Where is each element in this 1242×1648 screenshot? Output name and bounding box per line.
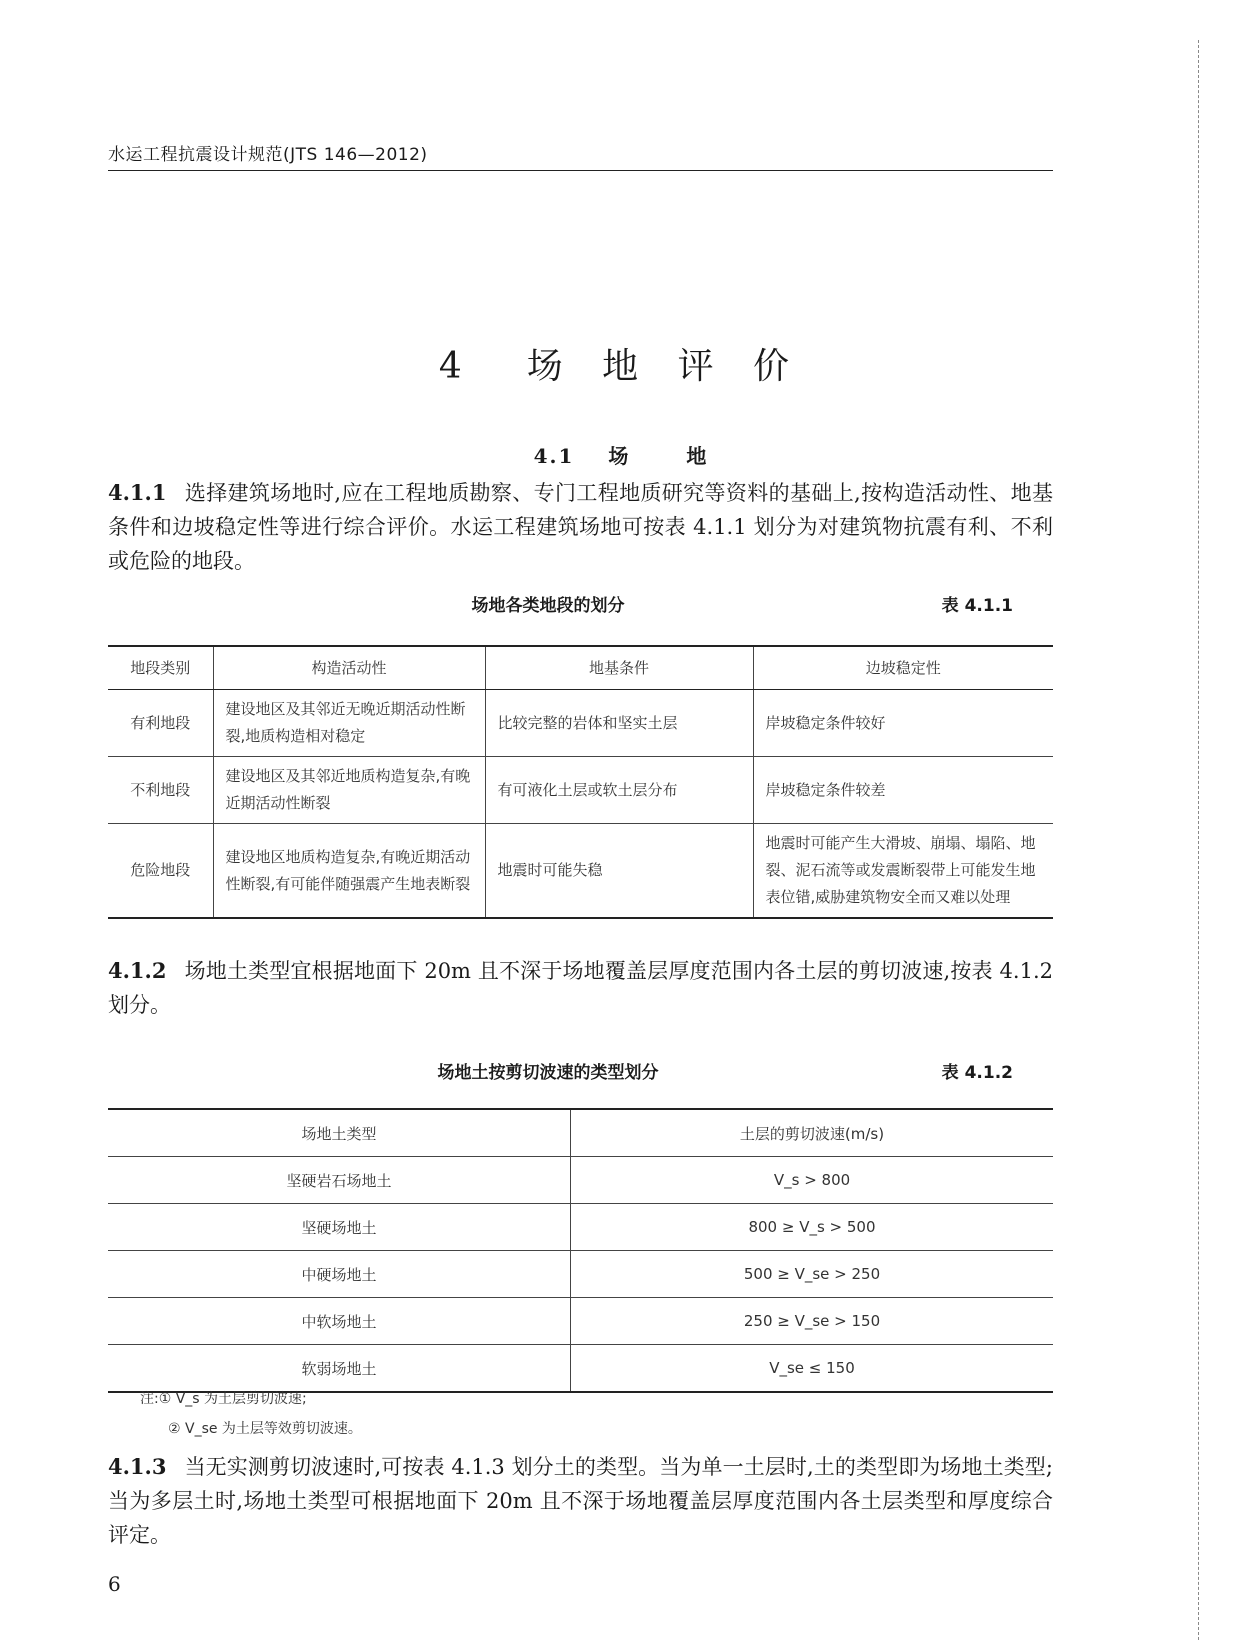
table-cell: 软弱场地土: [108, 1345, 571, 1393]
table-cell: 建设地区及其邻近无晚近期活动性断裂,地质构造相对稳定: [213, 690, 485, 757]
table-cell: 有可液化土层或软土层分布: [485, 757, 753, 824]
table-cell: 岸坡稳定条件较好: [753, 690, 1053, 757]
table-cell: 建设地区地质构造复杂,有晚近期活动性断裂,有可能伴随强震产生地表断裂: [213, 824, 485, 919]
column-header: 土层的剪切波速(m/s): [571, 1109, 1054, 1157]
table-cell: 500 ≥ V_se > 250: [571, 1251, 1054, 1298]
section-title-right: 地: [686, 444, 709, 468]
table-cell: 比较完整的岩体和坚实土层: [485, 690, 753, 757]
column-header: 构造活动性: [213, 646, 485, 690]
column-header: 场地土类型: [108, 1109, 571, 1157]
table-header-row: [108, 646, 1053, 690]
table-title: 场地各类地段的划分: [471, 596, 625, 616]
clause-text: 场地土类型宜根据地面下 20m 且不深于场地覆盖层厚度范围内各土层的剪切波速,按表 4.1.2 划分。: [108, 959, 1053, 1017]
table-cell: 800 ≥ V_s > 500: [571, 1204, 1054, 1251]
table-cell: 岸坡稳定条件较差: [753, 757, 1053, 824]
table-4-1-1: [108, 645, 1053, 919]
clause-4-1-3: [108, 1450, 1053, 1552]
table-cell: 地震时可能产生大滑坡、崩塌、塌陷、地裂、泥石流等或发震断裂带上可能发生地表位错,威胁建筑物安全而又难以处理: [753, 824, 1053, 919]
clause-text: 选择建筑场地时,应在工程地质勘察、专门工程地质研究等资料的基础上,按构造活动性、地基条件和边坡稳定性等进行综合评价。水运工程建筑场地可按表 4.1.1 划分为对建筑物抗震有利、不利或危险的地段。: [108, 481, 1053, 573]
clause-text: 当无实测剪切波速时,可按表 4.1.3 划分土的类型。当为单一土层时,土的类型即为场地土类型;当为多层土时,场地土类型可根据地面下 20m 且不深于场地覆盖层厚度范围内各土层类型和厚度综合评定。: [108, 1455, 1053, 1547]
table-cell: 地震时可能失稳: [485, 824, 753, 919]
scan-edge-line: [1198, 40, 1199, 1640]
table-row: [108, 1157, 1053, 1204]
table-row: [108, 1345, 1053, 1393]
table-row: [108, 1251, 1053, 1298]
chapter-number: 4: [438, 346, 476, 387]
table-cell: 建设地区及其邻近地质构造复杂,有晚近期活动性断裂: [213, 757, 485, 824]
page-number: 6: [108, 1572, 121, 1596]
section-number: 4.1: [533, 444, 575, 468]
section-title-left: 场: [608, 444, 631, 468]
table-title: 场地土按剪切波速的类型划分: [437, 1063, 659, 1083]
section-title: [0, 440, 1242, 469]
chapter-name: 场 地 评 价: [526, 346, 804, 387]
table-row: [108, 757, 1053, 824]
table-note-1: 注:① V_s 为土层剪切波速;: [140, 1391, 307, 1407]
clause-number: 4.1.2: [108, 958, 167, 983]
table-number: 表 4.1.2: [941, 1063, 1013, 1083]
table-cell: 中软场地土: [108, 1298, 571, 1345]
table-cell: 不利地段: [108, 757, 213, 824]
clause-number: 4.1.3: [108, 1454, 167, 1479]
table-number: 表 4.1.1: [941, 596, 1013, 616]
column-header: 地基条件: [485, 646, 753, 690]
running-head: 水运工程抗震设计规范(JTS 146—2012): [108, 145, 428, 165]
chapter-title: [0, 338, 1242, 389]
table-cell: 中硬场地土: [108, 1251, 571, 1298]
clause-4-1-2: [108, 954, 1053, 1022]
table-row: [108, 690, 1053, 757]
table-4-1-1-caption: [108, 591, 1013, 617]
table-cell: 有利地段: [108, 690, 213, 757]
table-note-2: ② V_se 为土层等效剪切波速。: [168, 1421, 362, 1437]
column-header: 边坡稳定性: [753, 646, 1053, 690]
table-row: [108, 1204, 1053, 1251]
table-cell: V_s > 800: [571, 1157, 1054, 1204]
table-4-1-2: [108, 1108, 1053, 1393]
table-cell: 坚硬岩石场地土: [108, 1157, 571, 1204]
table-cell: 坚硬场地土: [108, 1204, 571, 1251]
column-header: 地段类别: [108, 646, 213, 690]
table-row: [108, 1298, 1053, 1345]
table-row: [108, 824, 1053, 919]
clause-4-1-1: [108, 476, 1053, 578]
table-cell: V_se ≤ 150: [571, 1345, 1054, 1393]
table-header-row: [108, 1109, 1053, 1157]
table-4-1-2-caption: [108, 1058, 1013, 1084]
table-cell: 危险地段: [108, 824, 213, 919]
clause-number: 4.1.1: [108, 480, 167, 505]
table-cell: 250 ≥ V_se > 150: [571, 1298, 1054, 1345]
